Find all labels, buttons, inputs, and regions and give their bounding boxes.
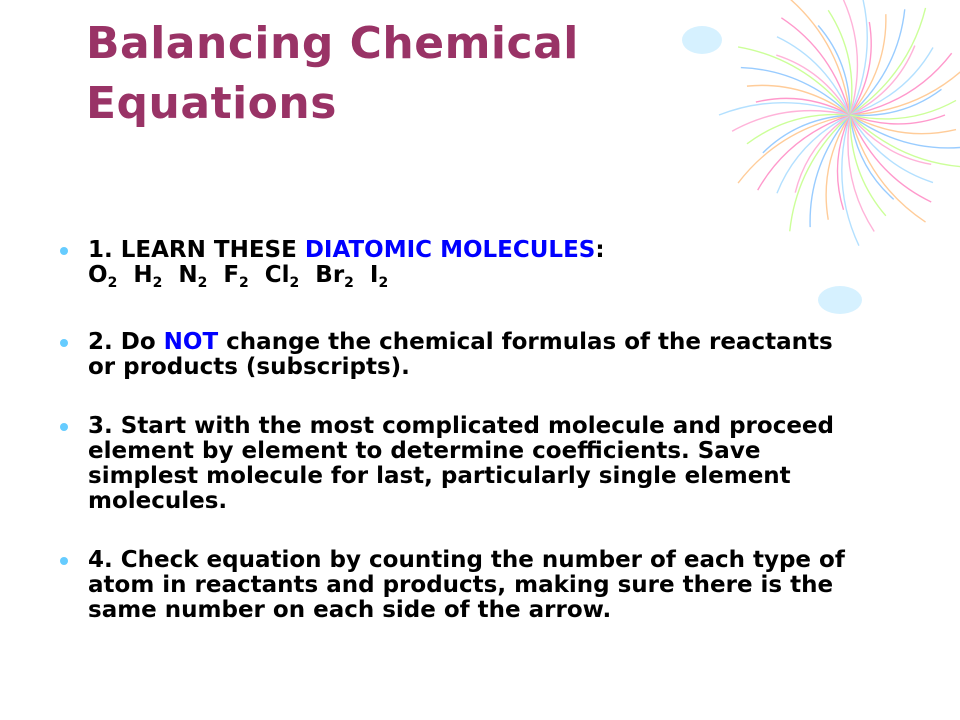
molecule-f2: $F_2$ <box>223 262 249 291</box>
bullet-dot-icon <box>60 247 68 255</box>
bullet-item-1 <box>60 238 860 296</box>
molecule-i2: $I_2$ <box>369 262 389 291</box>
bullet-dot-icon <box>60 557 68 565</box>
bullet-1-suffix: : <box>595 237 605 263</box>
bullet-item-2 <box>60 330 860 380</box>
bullet-2-prefix: 2. Do <box>88 329 164 355</box>
molecule-br2: $Br_2$ <box>315 262 354 291</box>
molecule-o2: $O_2$ <box>88 262 118 291</box>
bullet-4-text: 4. Check equation by counting the number of each type of atom in reactants and products, making sure there is the same number on each side of the arrow. <box>88 547 845 623</box>
slide-title <box>86 14 579 134</box>
bullet-1-prefix: 1. LEARN THESE <box>88 237 305 263</box>
title-line-1: Balancing Chemical <box>86 18 579 69</box>
bullet-item-3 <box>60 414 860 514</box>
bullet-item-4 <box>60 548 860 623</box>
title-line-2: Equations <box>86 78 337 129</box>
bullet-2-highlight: NOT <box>163 329 219 355</box>
bullet-dot-icon <box>60 339 68 347</box>
molecule-h2: $H_2$ <box>133 262 163 291</box>
bullet-1-highlight: DIATOMIC MOLECULES <box>304 237 596 263</box>
molecule-n2: $N_2$ <box>178 262 208 291</box>
molecule-cl2: $Cl_2$ <box>264 262 300 291</box>
bullet-2-suffix: change the chemical formulas of the reactants or products (subscripts). <box>88 329 833 380</box>
bullet-dot-icon <box>60 423 68 431</box>
bullet-3-text: 3. Start with the most complicated molecule and proceed element by element to determine coefficients. Save simplest molecule for last, particularly single element molecules. <box>88 413 834 514</box>
firework-streak <box>850 115 945 124</box>
bullet-list <box>60 238 860 657</box>
